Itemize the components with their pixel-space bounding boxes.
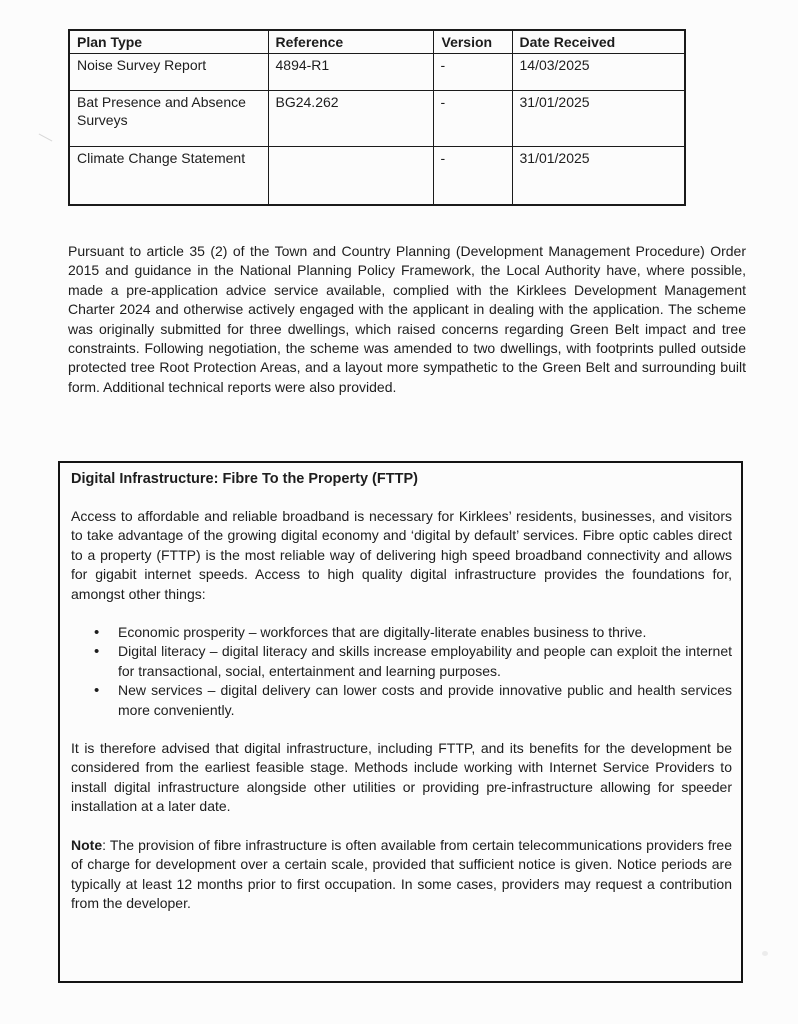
pursuant-paragraph: Pursuant to article 35 (2) of the Town and Country Planning (Development Management Procedure) Order 2015 and guidance in the National Planning Policy Framework, the Local Authority have, where possible, made a pre-application advice service available, complied with the Kirklees Development Management Charter 2024 and otherwise actively engaged with the applicant in dealing with the application. The scheme was originally submitted for three dwellings, which raised concerns regarding Green Belt impact and tree constraints. Following negotiation, the scheme was amended to two dwellings, with footprints pulled outside protected tree Root Protection Areas, and a layout more sympathetic to the Green Belt and surrounding built form. Additional technical reports were also provided. [68,243,746,395]
cell-plan-type: Noise Survey Report [69,54,268,91]
column-header-date-received: Date Received [512,30,685,54]
cell-plan-type: Climate Change Statement [69,147,268,206]
digital-infrastructure-box [58,461,743,983]
column-header-plan-type: Plan Type [69,30,268,54]
table-row [69,147,685,206]
box-bullet-list [71,623,732,720]
column-header-version: Version [433,30,512,54]
cell-date-received: 31/01/2025 [512,91,685,147]
cell-version: - [433,54,512,91]
plans-table [68,29,684,206]
note-text: : The provision of fibre infrastructure is often available from certain telecommunications providers free of charge for development over a certain scale, provided that sufficient notice is given. Notice periods are typically at least 12 months prior to first occupation. In some cases, providers may request a contribution from the developer. [71,836,732,911]
bullet-economic-prosperity: • Economic prosperity – workforces that are digitally-literate enables business to thrive. [118,623,732,642]
note-label: Note [71,836,103,853]
table-row [69,91,685,147]
table-row [69,54,685,91]
cell-reference [268,147,433,206]
box-advice-paragraph: It is therefore advised that digital infrastructure, including FTTP, and its benefits for the development be considered from the earliest feasible stage. Methods include working with Internet Service Providers to install digital infrastructure alongside other utilities or providing pre-infrastructure allowing for speeder installation at a later date. [71,740,732,815]
box-intro-paragraph: Access to affordable and reliable broadband is necessary for Kirklees’ residents, businesses, and visitors to take advantage of the growing digital economy and ‘digital by default’ services. Fibre optic cables direct to a property (FTTP) is the most reliable way of delivering high speed broadband connectivity and allows for gigabit internet speeds. Access to high quality digital infrastructure provides the foundations for, amongst other things: [71,508,732,602]
scan-artifact [762,951,768,956]
cell-date-received: 14/03/2025 [512,54,685,91]
scan-artifact [39,134,53,142]
cell-version: - [433,147,512,206]
cell-plan-type: Bat Presence and Absence Surveys [69,91,268,147]
box-note-paragraph [71,836,732,914]
cell-reference: BG24.262 [268,91,433,147]
cell-date-received: 31/01/2025 [512,147,685,206]
cell-version: - [433,91,512,147]
column-header-reference: Reference [268,30,433,54]
cell-reference: 4894-R1 [268,54,433,91]
bullet-digital-literacy: • Digital literacy – digital literacy and skills increase employability and people can exploit the internet for transactional, social, entertainment and learning purposes. [118,642,732,681]
table-header-row [69,30,685,54]
box-title: Digital Infrastructure: Fibre To the Property (FTTP) [71,471,418,487]
bullet-new-services: • New services – digital delivery can lower costs and provide innovative public and health services more conveniently. [118,681,732,720]
